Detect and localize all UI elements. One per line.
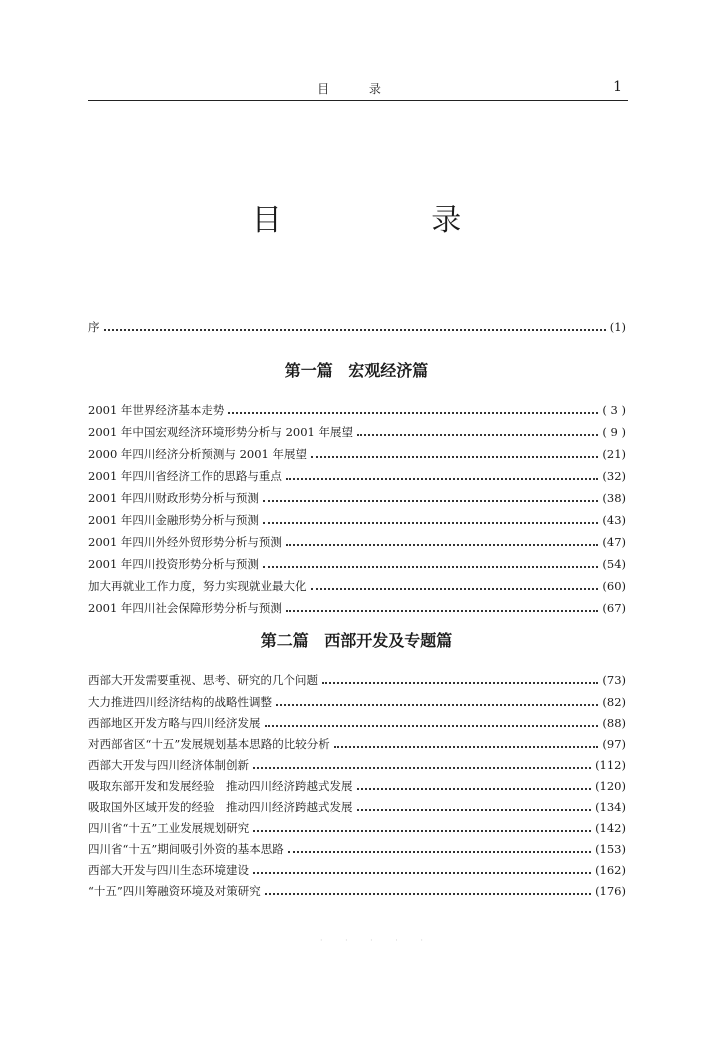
- dot-leader: [311, 456, 598, 458]
- toc-entry[interactable]: [88, 555, 626, 573]
- toc-entry-page: (32): [602, 469, 626, 483]
- toc-entry-label: 2001 年四川财政形势分析与预测: [88, 491, 259, 505]
- toc-entry[interactable]: [88, 735, 626, 753]
- toc-entry[interactable]: [88, 533, 626, 551]
- dot-leader: [357, 434, 598, 436]
- toc-entry-page: (38): [602, 491, 626, 505]
- dot-leader: [357, 788, 592, 790]
- dot-leader: [311, 588, 599, 590]
- toc-entry[interactable]: [88, 423, 626, 441]
- toc-entry-label: 2000 年四川经济分析预测与 2001 年展望: [88, 447, 307, 461]
- toc-entry-label: 西部地区开发方略与四川经济发展: [88, 716, 261, 730]
- toc-entry-label: 大力推进四川经济结构的战略性调整: [88, 695, 272, 709]
- toc-entry-label: 2001 年四川外经外贸形势分析与预测: [88, 535, 282, 549]
- part-heading: 第二篇 西部开发及专题篇: [260, 631, 453, 650]
- running-header: [88, 80, 628, 100]
- toc-entry[interactable]: [88, 489, 626, 507]
- dot-leader: [263, 522, 598, 524]
- toc-entry-label: 四川省“十五”工业发展规划研究: [88, 821, 250, 835]
- toc-entry-label: 四川省“十五”期间吸引外资的基本思路: [88, 842, 284, 856]
- toc-entry-label: 2001 年四川省经济工作的思路与重点: [88, 469, 282, 483]
- toc-entry-page: ( 3 ): [602, 403, 626, 417]
- toc-entry-label: 2001 年四川金融形势分析与预测: [88, 513, 259, 527]
- toc-entry-page: (176): [595, 884, 626, 898]
- dot-leader: [286, 478, 598, 480]
- toc-entry-page: (120): [595, 779, 626, 793]
- dot-leader: [286, 610, 598, 612]
- dot-leader: [265, 725, 599, 727]
- toc-entry[interactable]: [88, 840, 626, 858]
- page-title: 目 录: [251, 203, 532, 238]
- toc-entry-label: 西部大开发与四川生态环境建设: [88, 863, 249, 877]
- scan-smudge: · · · · ·: [320, 936, 433, 945]
- dot-leader: [357, 809, 592, 811]
- dot-leader: [253, 767, 591, 769]
- dot-leader: [288, 851, 591, 853]
- dot-leader: [253, 872, 591, 874]
- toc-entry[interactable]: [88, 671, 626, 689]
- toc-entry[interactable]: [88, 445, 626, 463]
- toc-entry-label: 吸取东部开发和发展经验 推动四川经济跨越式发展: [88, 779, 353, 793]
- toc-entry-page: (82): [602, 695, 626, 709]
- toc-entry-preface[interactable]: [88, 318, 626, 336]
- toc-entry-page: (162): [595, 863, 626, 877]
- dot-leader: [253, 830, 591, 832]
- toc-entry-label: 对西部省区“十五”发展规划基本思路的比较分析: [88, 737, 330, 751]
- toc-entry-page: (153): [595, 842, 626, 856]
- dot-leader: [334, 746, 599, 748]
- dot-leader: [263, 566, 598, 568]
- toc-entry[interactable]: [88, 511, 626, 529]
- toc-entry-label: 2001 年中国宏观经济环境形势分析与 2001 年展望: [88, 425, 353, 439]
- toc-entry-page: (67): [602, 601, 626, 615]
- toc-entry-page: (134): [595, 800, 626, 814]
- toc-entry[interactable]: [88, 467, 626, 485]
- toc-entry[interactable]: [88, 777, 626, 795]
- dot-leader: [286, 544, 598, 546]
- dot-leader: [228, 412, 598, 414]
- part-heading: 第一篇 宏观经济篇: [284, 361, 429, 380]
- toc-entry-label: 2001 年四川投资形势分析与预测: [88, 557, 259, 571]
- dot-leader: [276, 704, 598, 706]
- toc-entry-label: 西部大开发需要重视、思考、研究的几个问题: [88, 673, 318, 687]
- toc-entry[interactable]: [88, 756, 626, 774]
- toc-entry-page: (47): [602, 535, 626, 549]
- toc-entry-label: 西部大开发与四川经济体制创新: [88, 758, 249, 772]
- dot-leader: [265, 893, 591, 895]
- toc-entry[interactable]: [88, 798, 626, 816]
- toc-entry-label: 吸取国外区域开发的经验 推动四川经济跨越式发展: [88, 800, 353, 814]
- toc-entry-page: (60): [602, 579, 626, 593]
- toc-entry[interactable]: [88, 577, 626, 595]
- toc-entry-label: “十五”四川筹融资环境及对策研究: [88, 884, 261, 898]
- dot-leader: [322, 682, 598, 684]
- toc-entry-label: 序: [88, 320, 100, 334]
- toc-entry-label: 加大再就业工作力度，努力实现就业最大化: [88, 579, 307, 593]
- toc-entry-page: (21): [602, 447, 626, 461]
- toc-entry-page: (1): [609, 320, 626, 334]
- toc-entry[interactable]: [88, 714, 626, 732]
- toc-entry[interactable]: [88, 401, 626, 419]
- toc-entry[interactable]: [88, 599, 626, 617]
- running-title: 目 录: [317, 82, 399, 96]
- page-number: 1: [613, 79, 622, 95]
- toc-entry-page: (112): [595, 758, 626, 772]
- toc-entry[interactable]: [88, 819, 626, 837]
- toc-entry-page: (97): [602, 737, 626, 751]
- toc-entry[interactable]: [88, 693, 626, 711]
- toc-entry-label: 2001 年世界经济基本走势: [88, 403, 225, 417]
- toc-entry-page: (43): [602, 513, 626, 527]
- toc-entry-page: (54): [602, 557, 626, 571]
- dot-leader: [104, 329, 606, 331]
- toc-entry-label: 2001 年四川社会保障形势分析与预测: [88, 601, 282, 615]
- dot-leader: [263, 500, 598, 502]
- header-rule: [88, 100, 628, 101]
- toc-entry[interactable]: [88, 882, 626, 900]
- toc-entry-page: (88): [602, 716, 626, 730]
- toc-entry[interactable]: [88, 861, 626, 879]
- toc-entry-page: ( 9 ): [602, 425, 626, 439]
- toc-entry-page: (142): [595, 821, 626, 835]
- toc-entry-page: (73): [602, 673, 626, 687]
